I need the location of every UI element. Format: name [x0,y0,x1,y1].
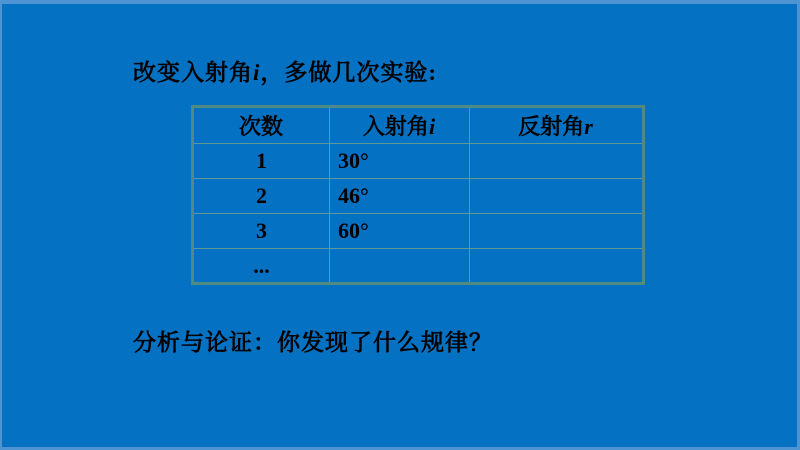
table-row [193,214,644,249]
cell-trial-1: 1 [193,144,330,179]
cell-reflection-1 [470,144,644,179]
cell-trial-3: 3 [193,214,330,249]
cell-reflection-ellipsis [470,249,644,284]
table-row [193,144,644,179]
analysis-question: 分析与论证：你发现了什么规律？ [133,330,493,355]
cell-trial-2: 2 [193,179,330,214]
col-header-incident-angle [330,107,470,144]
variable-i: i [253,60,260,85]
col-header-reflection-label: 反射角 [518,114,585,139]
col-header-trial [193,107,330,144]
cell-incident-ellipsis [330,249,470,284]
cell-trial-ellipsis: ... [193,249,330,284]
cell-reflection-2 [470,179,644,214]
cell-incident-2: 46° [330,179,470,214]
slide-title-text: 改变入射角 [133,60,253,85]
table-header-row [193,107,644,144]
col-header-reflection-angle [470,107,644,144]
slide-title-text-tail: ，多做几次实验: [260,60,438,85]
cell-incident-1: 30° [330,144,470,179]
col-header-trial-label: 次数 [238,114,283,139]
variable-r-icon: r [584,114,593,139]
col-header-trial-var [283,114,284,139]
col-header-incident-label: 入射角 [362,114,429,139]
slide-title [133,54,437,87]
variable-i-icon: i [428,114,436,139]
experiment-table [191,105,645,285]
cell-incident-3: 60° [330,214,470,249]
cell-reflection-3 [470,214,644,249]
table-row [193,179,644,214]
table-row [193,249,644,284]
